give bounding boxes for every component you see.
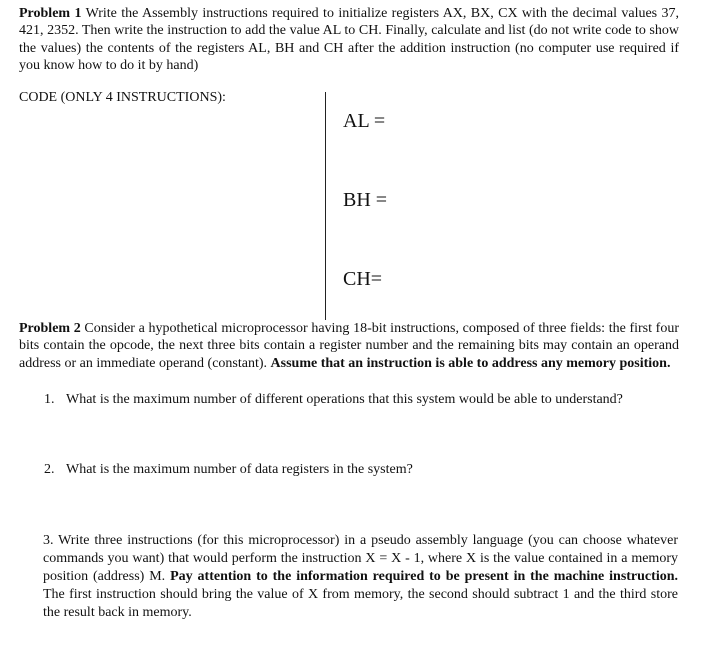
problem-2-paragraph — [19, 320, 679, 372]
question-3-bold: Pay attention to the information required to be present in the machine instruction. — [170, 569, 678, 584]
question-3-text-b: The first instruction should bring the value of X from memory, the second should subtract 1 and the third store the result back in memory. — [43, 587, 678, 620]
question-1 — [44, 391, 644, 409]
problem-2-bold-note: Assume that an instruction is able to address any memory position. — [270, 355, 671, 371]
question-2 — [44, 461, 644, 479]
problem-2-text: Consider a hypothetical microprocessor having 18-bit instructions, composed of three fields: the first four bits contain the opcode, the next three bits contain a register number and the remaining bits may contain an operand address or an immediate operand (constant). — [19, 321, 680, 371]
question-2-number: 2. — [44, 462, 55, 477]
code-label: CODE (ONLY 4 INSTRUCTIONS): — [19, 90, 226, 105]
register-bh: BH = — [343, 189, 388, 211]
question-1-number: 1. — [44, 392, 55, 407]
register-al: AL = — [343, 110, 386, 132]
problem-1-text: Write the Assembly instructions required to initialize registers AX, BX, CX with the decimal values 37, 421, 2352. Then write the instruction to add the value AL to CH. Finally, calculate and list (do not write code to show the values) the contents of the registers AL, BH and CH after the addition instruction (no computer use required if you know how to do it by hand) — [19, 6, 679, 74]
answer-divider-line — [325, 92, 326, 320]
problem-1-paragraph — [19, 5, 679, 75]
problem-1-label: Problem 1 — [19, 6, 82, 21]
question-1-text: What is the maximum number of different operations that this system would be able to understand? — [66, 392, 623, 407]
question-3-text-a: 3. Write three instructions (for this microprocessor) in a pseudo assembly language (you can choose whatever commands you want) that would perform the instruction X = X - 1, where X is the value contained in a memory position (address) M. — [43, 533, 678, 584]
question-2-text: What is the maximum number of data registers in the system? — [66, 462, 413, 477]
register-ch: CH= — [343, 268, 383, 290]
problem-2-label: Problem 2 — [19, 321, 81, 336]
question-3 — [43, 532, 678, 622]
